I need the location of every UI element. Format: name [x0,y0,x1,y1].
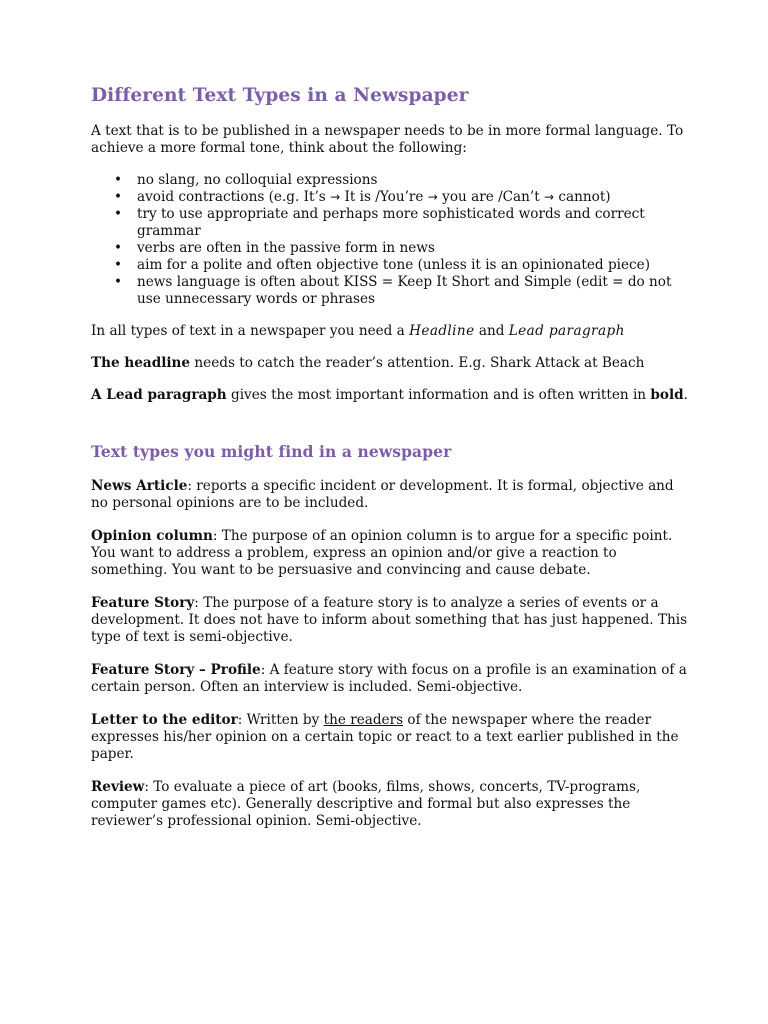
list-item-text: you are /Can’t [437,189,545,205]
headline-label: The headline [91,355,191,371]
type-feature-story [91,595,691,646]
list-item-text: It is /You’re [340,189,428,205]
type-label: Opinion column [91,528,213,544]
type-label: News Article [91,478,188,494]
headline-paragraph [91,355,691,372]
underlined-text: the readers [323,712,404,728]
intro-text: A text that is to be published in a newspaper needs to be in more formal language. To achieve a more formal tone, think about the following: [91,123,684,156]
all-types-text: In all types of text in a newspaper you need a [91,323,410,339]
type-news-article [91,478,691,512]
formal-tips-list [91,172,691,308]
list-item-text: cannot) [554,189,611,205]
document-body [91,84,691,830]
bullet-icon: • [114,172,123,188]
type-review [91,779,691,830]
type-description: : To evaluate a piece of art (books, films, shows, concerts, TV-programs, computer games etc). Generally descriptive and formal but also expresses the reviewer’s professional opinion. Semi-objective. [91,779,641,829]
bullet-icon: • [114,257,123,273]
type-label: Letter to the editor [91,712,238,728]
type-feature-profile [91,662,691,696]
page-title: Different Text Types in a Newspaper [91,85,469,106]
list-item-text: avoid contractions (e.g. It’s [137,189,331,205]
type-opinion-column [91,528,691,579]
headline-term: Headline [409,323,475,339]
list-item [91,240,691,257]
bullet-icon: • [114,274,123,290]
type-description: : Written by [237,712,324,728]
type-label: Feature Story [91,595,195,611]
list-item-text: aim for a polite and often objective tone (unless it is an opinionated piece) [137,257,650,273]
bullet-icon: • [114,206,123,222]
list-item-text: news language is often about KISS = Keep It Short and Simple (edit = do not use unnecessary words or phrases [137,274,672,307]
type-description: : A feature story with focus on a profile is an examination of a certain person. Often an interview is included. Semi-objective. [91,662,687,695]
type-label: Review [91,779,145,795]
lead-end: . [683,387,688,403]
list-item [91,257,691,274]
intro-paragraph [91,123,691,157]
type-description: : reports a specific incident or development. It is formal, objective and no personal opinions are to be included. [91,478,674,511]
list-item [91,172,691,189]
list-item [91,206,691,240]
all-types-paragraph [91,323,691,340]
type-description: : The purpose of an opinion column is to argue for a specific point. You want to address a problem, express an opinion and/or give a reaction to something. You want to be persuasive and convincing and cause debate. [91,528,673,578]
type-label: Feature Story – Profile [91,662,261,678]
list-item [91,189,691,206]
lead-text: gives the most important information and is often written in [226,387,651,403]
list-item [91,274,691,308]
lead-label: A Lead paragraph [91,387,227,403]
arrow-right-icon: → [544,190,555,204]
arrow-right-icon: → [330,190,341,204]
arrow-right-icon: → [427,190,438,204]
list-item-text: try to use appropriate and perhaps more sophisticated words and correct grammar [137,206,645,239]
headline-text: needs to catch the reader’s attention. E.g. Shark Attack at Beach [190,355,645,371]
type-letter-to-editor [91,712,691,763]
list-item-text: verbs are often in the passive form in news [137,240,435,256]
type-description: of the newspaper where the reader expresses his/her opinion on a certain topic or react to a text earlier published in the paper. [91,712,679,762]
all-types-and: and [474,323,509,339]
lead-term: Lead paragraph [508,323,625,339]
type-description: : The purpose of a feature story is to analyze a series of events or a development. It does not have to inform about something that has just happened. This type of text is semi-objective. [91,595,688,645]
section-heading: Text types you might find in a newspaper [91,442,452,461]
bullet-icon: • [114,240,123,256]
lead-bold-word: bold [650,387,684,403]
lead-paragraph [91,387,691,404]
bullet-icon: • [114,189,123,205]
list-item-text: no slang, no colloquial expressions [137,172,378,188]
